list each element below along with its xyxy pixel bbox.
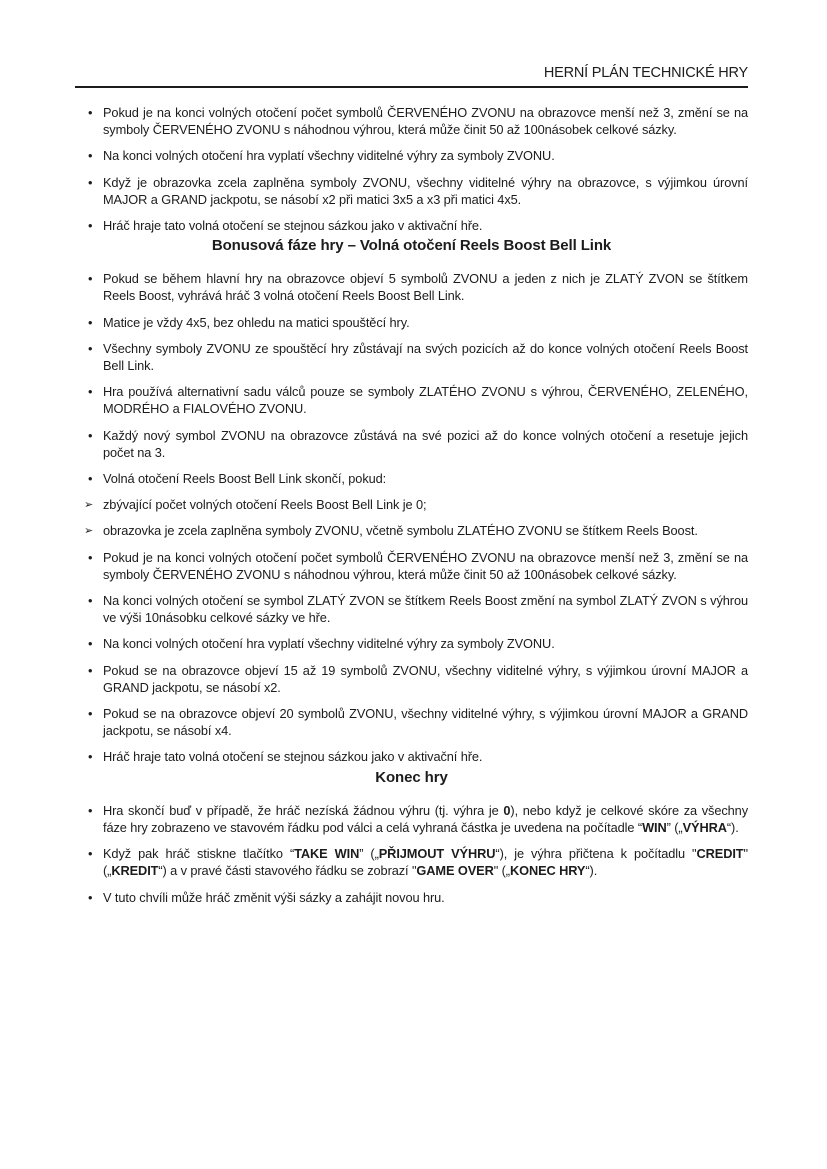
body-text: “). <box>726 819 739 835</box>
body-text: ” („ <box>359 846 379 862</box>
body-text: " („ <box>103 846 748 879</box>
bullet-list-item <box>88 314 748 331</box>
bullet-marker-icon: • <box>88 218 93 234</box>
bullet-marker-icon: • <box>88 889 93 905</box>
body-text: Pokud je na konci volných otočení počet symbolů ČERVENÉHO ZVONU na obrazovce menší než 3, změní se na symboly ČERVENÉHO ZVONU s náhodnou výhrou, která může činit 50 až 100násobek celkové sázky. <box>103 105 748 138</box>
arrow-marker-icon: ➢ <box>84 498 94 511</box>
body-text: Pokud je na konci volných otočení počet symbolů ČERVENÉHO ZVONU na obrazovce menší než 3, změní se na symboly ČERVENÉHO ZVONU s náhodnou výhrou, která může činit 50 až 100násobek celkové sázky. <box>103 549 748 582</box>
bullet-list-item <box>88 802 749 836</box>
page-header-title: HERNÍ PLÁN TECHNICKÉ HRY <box>543 65 748 81</box>
bullet-marker-icon: • <box>88 314 93 330</box>
bullet-list-item <box>88 174 748 208</box>
bullet-marker-icon: • <box>88 384 93 400</box>
body-text: Na konci volných otočení hra vyplatí všechny viditelné výhry za symboly ZVONU. <box>103 148 555 164</box>
bullet-marker-icon: • <box>88 802 93 818</box>
bullet-list-item <box>88 383 748 417</box>
bullet-list-item <box>88 705 748 739</box>
body-text: Hráč hraje tato volná otočení se stejnou sázkou jako v aktivační hře. <box>103 749 483 765</box>
bullet-marker-icon: • <box>88 846 93 862</box>
emphasized-text: WIN <box>642 819 667 835</box>
body-text: Matice je vždy 4x5, bez ohledu na matici spouštěcí hry. <box>103 314 410 330</box>
bullet-marker-icon: • <box>88 593 93 609</box>
bullet-list-item <box>88 592 748 626</box>
body-text: “), je výhra přičtena k počítadlu " <box>495 846 697 862</box>
body-text: ), nebo když je celkové skóre za všechny fáze hry zobrazeno ve stavovém řádku pod válci a celá vyhraná částka je uvedena na počítadle “ <box>103 802 749 835</box>
emphasized-text: CREDIT <box>696 846 744 862</box>
page-header <box>75 64 748 88</box>
bullet-list-item <box>88 470 748 487</box>
bullet-list-item <box>88 662 748 696</box>
body-text: " („ <box>493 863 510 879</box>
body-text: Pokud se na obrazovce objeví 20 symbolů ZVONU, všechny viditelné výhry, s výjimkou úrovní MAJOR a GRAND jackpotu, se násobí x4. <box>103 706 748 739</box>
body-text: Hráč hraje tato volná otočení se stejnou sázkou jako v aktivační hře. <box>103 218 483 234</box>
body-text: obrazovka je zcela zaplněna symboly ZVONU, včetně symbolu ZLATÉHO ZVONU se štítkem Reels Boost. <box>103 523 698 539</box>
bullet-marker-icon: • <box>88 471 93 487</box>
emphasized-text: VÝHRA <box>682 819 727 835</box>
arrow-marker-icon: ➢ <box>84 524 94 537</box>
body-text: Když je obrazovka zcela zaplněna symboly ZVONU, všechny viditelné výhry na obrazovce, s výjimkou úrovní MAJOR a GRAND jackpotu, se násobí x2 při matici 3x5 a x3 při matici 4x5. <box>103 174 748 207</box>
bullet-marker-icon: • <box>88 549 93 565</box>
bullet-list-item <box>88 748 748 765</box>
body-text: Pokud se na obrazovce objeví 15 až 19 symbolů ZVONU, všechny viditelné výhry, s výjimkou úrovní MAJOR a GRAND jackpotu, se násobí x2. <box>103 662 748 695</box>
body-text: Pokud se během hlavní hry na obrazovce objeví 5 symbolů ZVONU a jeden z nich je ZLATÝ ZVON se štítkem Reels Boost, vyhrává hráč 3 volná otočení Reels Boost Bell Link. <box>103 271 748 304</box>
bullet-list-item <box>88 147 748 164</box>
bullet-marker-icon: • <box>88 427 93 443</box>
emphasized-text: PŘIJMOUT VÝHRU <box>378 846 496 862</box>
emphasized-text: KREDIT <box>111 863 159 879</box>
bullet-marker-icon: • <box>88 105 93 120</box>
body-text: “) a v pravé části stavového řádku se zobrazí " <box>158 863 417 879</box>
bullet-list-item <box>88 270 748 304</box>
arrow-list-item <box>84 522 748 539</box>
emphasized-text: TAKE WIN <box>294 846 360 862</box>
body-text: Každý nový symbol ZVONU na obrazovce zůstává na své pozici až do konce volných otočení a resetuje jejich počet na 3. <box>103 427 748 460</box>
section-heading: Konec hry <box>375 768 448 786</box>
bullet-list-item <box>88 340 748 374</box>
body-text: Volná otočení Reels Boost Bell Link skončí, pokud: <box>103 471 387 487</box>
bullet-list-item <box>88 635 748 652</box>
bullet-marker-icon: • <box>88 662 93 678</box>
body-text: Na konci volných otočení se symbol ZLATÝ ZVON se štítkem Reels Boost změní na symbol ZLATÝ ZVON s výhrou ve výši 10násobku celkové sázky ve hře. <box>103 593 748 626</box>
bullet-list-item <box>88 427 748 461</box>
body-text: Hra používá alternativní sadu válců pouze se symboly ZLATÉHO ZVONU s výhrou, ČERVENÉHO, ZELENÉHO, MODRÉHO a FIALOVÉHO ZVONU. <box>103 384 748 417</box>
arrow-list-item <box>84 496 748 513</box>
emphasized-text: GAME OVER <box>416 863 494 879</box>
emphasized-text: KONEC HRY <box>509 863 586 879</box>
body-text: Když pak hráč stiskne tlačítko “ <box>103 846 295 862</box>
body-text: ” („ <box>666 819 683 835</box>
body-text: zbývající počet volných otočení Reels Boost Bell Link je 0; <box>103 497 427 513</box>
body-text: “). <box>585 863 598 879</box>
bullet-marker-icon: • <box>88 174 93 190</box>
bullet-list-item <box>88 549 748 583</box>
section-heading: Bonusová fáze hry – Volná otočení Reels Boost Bell Link <box>211 237 612 255</box>
body-text: Všechny symboly ZVONU ze spouštěcí hry zůstávají na svých pozicích až do konce volných otočení Reels Boost Bell Link. <box>103 340 748 374</box>
body-text: V tuto chvíli může hráč změnit výši sázky a zahájit novou hru. <box>103 889 445 905</box>
bullet-list-item <box>88 845 748 879</box>
bullet-marker-icon: • <box>88 148 93 164</box>
bullet-marker-icon: • <box>88 706 93 722</box>
bullet-marker-icon: • <box>88 636 93 652</box>
body-text: Hra skončí buď v případě, že hráč nezíská žádnou výhru (tj. výhra je <box>103 802 504 818</box>
bullet-marker-icon: • <box>88 271 93 287</box>
emphasized-text: 0 <box>503 802 511 818</box>
body-text: Na konci volných otočení hra vyplatí všechny viditelné výhry za symboly ZVONU. <box>103 636 555 652</box>
document-content <box>75 88 748 906</box>
bullet-list-item <box>88 217 748 234</box>
bullet-marker-icon: • <box>88 340 93 356</box>
bullet-marker-icon: • <box>88 749 93 765</box>
bullet-list-item <box>88 889 748 906</box>
bullet-list-item <box>88 104 748 138</box>
